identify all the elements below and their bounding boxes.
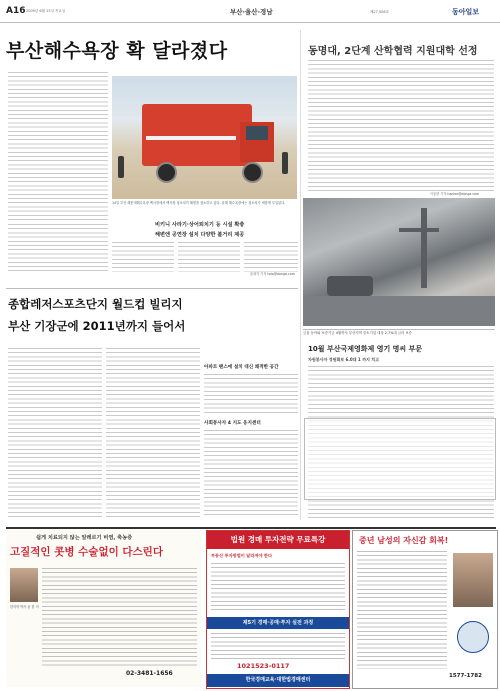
notice-box bbox=[304, 418, 496, 500]
ad-allergy-title: 고질적인 콧병 수술없이 다스린다 bbox=[10, 546, 163, 558]
subhead-2: 해변엔 공연장 설치 다양한 볼거리 제공 bbox=[155, 232, 245, 238]
ship-mast bbox=[421, 208, 427, 288]
issue-number: 제27,008호 bbox=[370, 10, 390, 14]
person bbox=[282, 152, 288, 174]
fourth-subhead: 자원봉사자 정원확보 6.0대 1 까지 치고 bbox=[308, 357, 379, 362]
section-title: 부산·울산·경남 bbox=[230, 8, 273, 16]
ad-auction-subtitle: 부동산 투자방법이 달라져야 한다 bbox=[211, 553, 273, 558]
third-headline-line2: 부산 기장군에 2011년까지 들어서 bbox=[8, 319, 186, 333]
rear-wheel bbox=[156, 162, 177, 183]
second-body bbox=[308, 60, 494, 192]
ad-allergy-body bbox=[42, 568, 197, 668]
ad-auction-title: 법원 경매 투자전략 무료특강 bbox=[207, 531, 349, 549]
ad-men-body bbox=[357, 551, 447, 669]
main-body-column-4 bbox=[178, 242, 240, 272]
photo-caption: 14일 부산 해운대해수욕장 백사장에서 백사장 청소차가 해변을 청소하고 있다. 올해 해수욕장에는 청소차가 새롭게 투입된다. bbox=[112, 201, 286, 205]
ad-auction-phone[interactable]: 1021523-0117 bbox=[237, 662, 290, 670]
main-headline: 부산해수욕장 확 달라졌다 bbox=[6, 40, 228, 62]
column-divider bbox=[300, 30, 301, 520]
ad-strip-top-rule bbox=[303, 329, 495, 330]
newspaper-logo: 동아일보 bbox=[452, 8, 480, 16]
ad-men-title: 중년 남성의 자신감 회복! bbox=[359, 536, 449, 545]
ad-auction-body bbox=[211, 563, 345, 613]
ad-allergy[interactable] bbox=[6, 530, 201, 687]
section-divider bbox=[6, 288, 298, 289]
ad-strip: 금융 동아와 보증기금 4월까지 부산지역 중소기업 대상 2.7%대 금리 보증 bbox=[303, 331, 412, 335]
side-headline: 아파트 팬스에 설치 대신 쾌적한 공간 bbox=[204, 365, 279, 370]
ad-men-health[interactable] bbox=[352, 530, 498, 689]
side-subhead: 사회봉사자 4 지도 웅지센터 bbox=[204, 421, 261, 426]
ad-auction-body-2 bbox=[211, 633, 345, 659]
main-body-column-5 bbox=[244, 242, 298, 272]
ship-gun bbox=[327, 276, 373, 296]
third-body-mid bbox=[106, 348, 200, 518]
ad-auction-lecture: 제5기 경매·공매·투자 실전 과정 bbox=[207, 617, 349, 629]
ad-allergy-tagline: 쉽게 치료되지 않는 알레르기 비염, 축농증 bbox=[36, 535, 133, 541]
side-body bbox=[204, 374, 298, 416]
beach-photo bbox=[112, 76, 297, 199]
doctor-photo bbox=[453, 553, 493, 607]
ad-men-logo-icon bbox=[457, 621, 489, 653]
page-number: A16 bbox=[6, 6, 26, 16]
ship-mast bbox=[399, 228, 439, 232]
third-body-left bbox=[8, 348, 102, 518]
issue-date: 2009년 6월 15일 목요일 bbox=[26, 9, 66, 13]
vehicle-window bbox=[246, 126, 268, 140]
ad-allergy-doctor: 한의학 박사 윤 한 의 bbox=[10, 605, 39, 609]
subhead-1: 비키니 사라기·상어퇴치기 등 시설 확충 bbox=[155, 222, 245, 228]
third-headline-line1: 종합레저스포츠단지 월드컵 빌리지 bbox=[8, 297, 183, 311]
main-byline: 윤희각 기자 toto@donga.com bbox=[250, 272, 295, 276]
main-body-column-2 bbox=[8, 224, 108, 272]
ship-photo bbox=[303, 198, 495, 326]
second-headline: 동명대, 2단계 산학협력 지원대학 선정 bbox=[308, 46, 478, 57]
second-byline: 이동한 기자 hanlee@donga.com bbox=[430, 192, 480, 196]
fourth-headline: 10월 부산국제영화제 영기 명씨 부문 bbox=[308, 345, 423, 353]
cleaning-vehicle bbox=[142, 104, 252, 166]
ship-deck bbox=[303, 296, 495, 326]
ad-men-phone[interactable]: 1577-1782 bbox=[449, 673, 482, 679]
doctor-photo bbox=[10, 568, 38, 602]
side-body-2 bbox=[204, 430, 298, 518]
ad-auction[interactable] bbox=[206, 530, 350, 689]
ad-auction-org: 한국경매교육·대한법경매센터 bbox=[207, 674, 349, 687]
person bbox=[118, 156, 124, 178]
main-body-column-1 bbox=[8, 72, 108, 222]
main-body-column-3 bbox=[112, 242, 174, 272]
vehicle-stripe bbox=[146, 136, 236, 140]
front-wheel bbox=[242, 162, 263, 183]
ad-allergy-phone[interactable]: 02-3481-1656 bbox=[126, 670, 173, 677]
